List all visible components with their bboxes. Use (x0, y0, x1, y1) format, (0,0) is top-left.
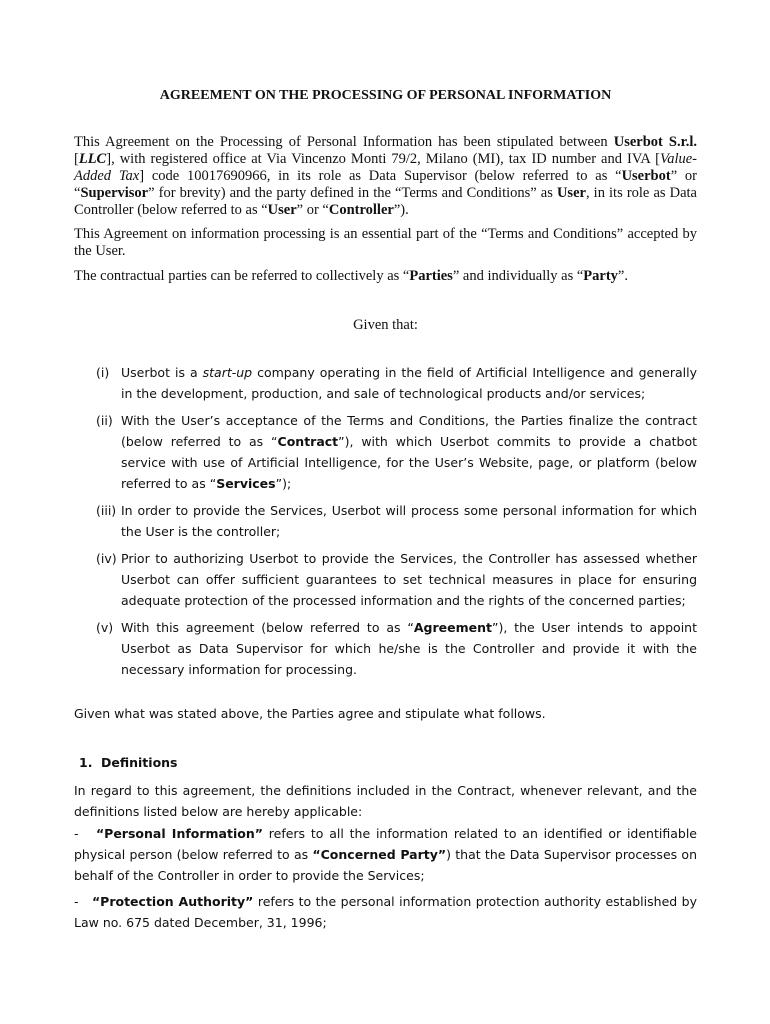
premises-list (96, 362, 697, 686)
definition-protection-authority: - “Protection Authority” refers to the personal information protection authority established by Law no. 675 dated December, 31, 1996; (74, 894, 697, 930)
section-heading-definitions: 1. Definitions (79, 755, 178, 770)
definition-personal-information: - “Personal Information” refers to all the information related to an identified or identifiable physical person (below referred to as “Concerned Party”) that the Data Supervisor processes on behalf of the Controller in order to provide the Services; (74, 826, 698, 883)
conclusion-paragraph: Given what was stated above, the Parties agree and stipulate what follows. (74, 706, 546, 721)
document-title: AGREEMENT ON THE PROCESSING OF PERSONAL INFORMATION (159, 88, 612, 103)
premise-item: (iv) Prior to authorizing Userbot to provide the Services, the Controller has assessed whether Userbot can offer sufficient guarantees to set technical measures in place for ensuring adequate protection of the processed information and the rights of the concerned parties; (96, 551, 697, 608)
premise-item: (ii) With the User’s acceptance of the Terms and Conditions, the Parties finalize the contract (below referred to as “Contract”), with which Userbot commits to provide a chatbot service with use of Artificial Intelligence, for the User’s Website, page, or platform (below referred to as “Services”); (96, 413, 697, 491)
given-that-heading: Given that: (353, 317, 418, 333)
premise-item: (i) Userbot is a start-up company operating in the field of Artificial Intelligence and generally in the development, production, and sale of technological products and/or services; (96, 365, 697, 401)
premise-item: (iii) In order to provide the Services, Userbot will process some personal information for which the User is the controller; (96, 503, 697, 539)
intro-paragraph-3: The contractual parties can be referred to collectively as “Parties” and individually as “Party”. (74, 268, 628, 284)
intro-paragraph-2: This Agreement on information processing is an essential part of the “Terms and Conditions” accepted by the User. (74, 226, 697, 259)
definitions-intro: In regard to this agreement, the definitions included in the Contract, whenever relevant, and the definitions listed below are hereby applicable: (74, 783, 697, 819)
intro-paragraph-1: This Agreement on the Processing of Personal Information has been stipulated between Userbot S.r.l. [LLC], with registered office at Via Vincenzo Monti 79/2, Milano (MI), tax ID number and IVA [Value-Added Tax] code 10017690966, in its role as Data Supervisor (below referred to as “Userbot” or “Supervisor” for brevity) and the party defined in the “Terms and Conditions” as User, in its role as Data Controller (below referred to as “User” or “Controller”). (74, 134, 697, 218)
premise-item: (v) With this agreement (below referred to as “Agreement”), the User intends to appoint Userbot as Data Supervisor for which he/she is the Controller and provide it with the necessary information for processing. (96, 620, 698, 677)
